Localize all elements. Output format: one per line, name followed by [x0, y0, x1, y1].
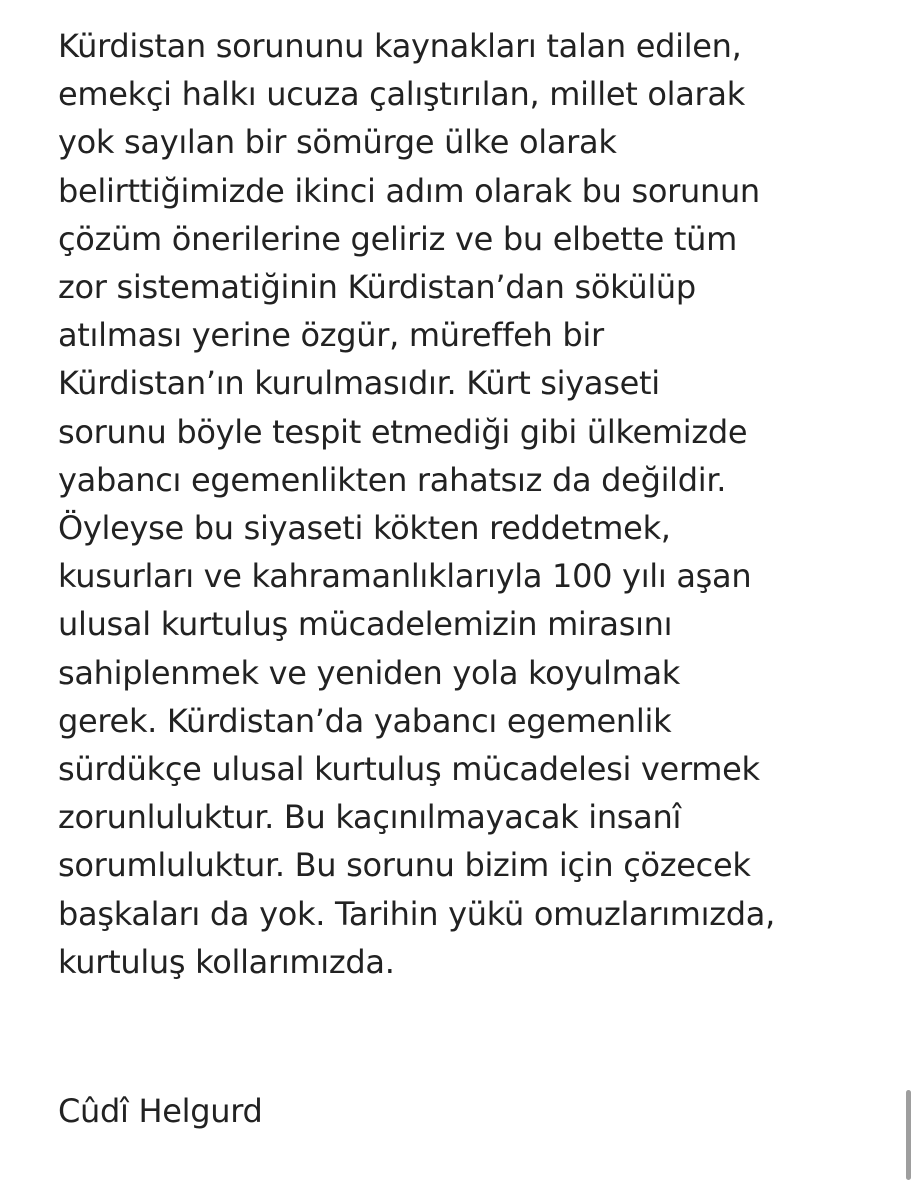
article-line: atılması yerine özgür, müreffeh bir: [58, 316, 604, 355]
article-line: sahiplenmek ve yeniden yola koyulmak: [58, 653, 681, 692]
article-line: zorunluluktur. Bu kaçınılmayacak insanî: [58, 798, 682, 837]
article-line: Kürdistan sorununu kaynakları talan edilen,: [58, 27, 742, 65]
article-line: kurtuluş kollarımızda.: [58, 942, 395, 981]
article-line: sorumluluktur. Bu sorunu bizim için çözecek: [58, 846, 751, 885]
author-signature: Cûdî Helgurd: [58, 1092, 263, 1130]
article-line: yok sayılan bir sömürge ülke olarak: [58, 123, 617, 162]
article-line: sürdükçe ulusal kurtuluş mücadelesi vermek: [58, 750, 760, 789]
scrollbar-thumb[interactable]: [906, 1090, 911, 1180]
article-line: sorunu böyle tespit etmediği gibi ülkemizde: [58, 412, 748, 451]
article-line: çözüm önerilerine geliriz ve bu elbette tüm: [58, 219, 737, 258]
article-line: yabancı egemenlikten rahatsız da değildir.: [58, 460, 727, 499]
article-line: belirttiğimizde ikinci adım olarak bu sorunun: [58, 171, 760, 210]
article-line: Öyleyse bu siyaseti kökten reddetmek,: [58, 509, 671, 548]
article-line: ulusal kurtuluş mücadelemizin mirasını: [58, 605, 673, 644]
article-line: Kürdistan’ın kurulmasıdır. Kürt siyaseti: [58, 364, 660, 403]
article-line: gerek. Kürdistan’da yabancı egemenlik: [58, 701, 672, 740]
article-body: [58, 22, 858, 986]
article-line: kusurları ve kahramanlıklarıyla 100 yılı aşan: [58, 557, 752, 596]
article-line: emekçi halkı ucuza çalıştırılan, millet olarak: [58, 75, 745, 114]
article-line: zor sistematiğinin Kürdistan’dan sökülüp: [58, 268, 696, 307]
article-line: başkaları da yok. Tarihin yükü omuzlarımızda,: [58, 894, 775, 933]
